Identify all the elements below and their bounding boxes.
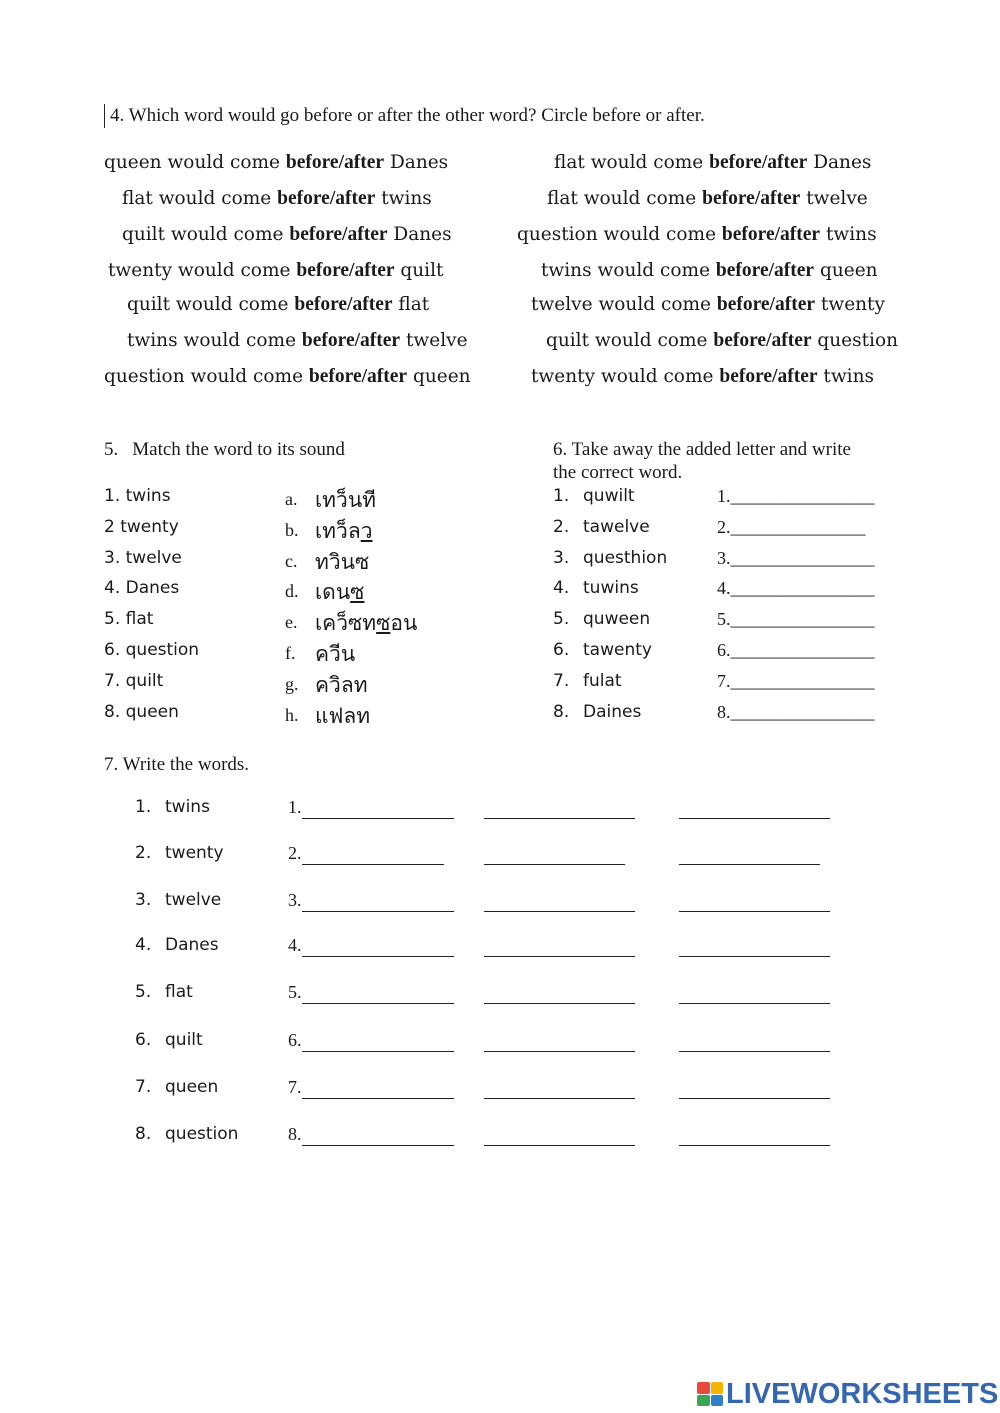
word-a: question <box>517 224 598 245</box>
item-number: 2. <box>135 843 152 863</box>
word-b: twelve <box>405 330 468 351</box>
writing-line[interactable] <box>302 864 444 865</box>
word-a: twelve <box>531 294 593 315</box>
answer-blank[interactable]: 6.________________ <box>717 640 875 660</box>
writing-line[interactable] <box>679 1098 830 1099</box>
word-b: question <box>817 330 899 351</box>
thai-sound-part: ควิลท <box>315 673 368 697</box>
misspelled-word: tawenty <box>583 640 652 660</box>
item-number: 7. <box>553 671 570 691</box>
logo-square <box>697 1382 710 1394</box>
thai-sound <box>315 515 372 548</box>
item-number: 4. <box>553 578 570 598</box>
misspelled-word: tuwins <box>583 578 639 598</box>
writing-line[interactable] <box>302 1145 454 1146</box>
writing-line[interactable] <box>679 1051 830 1052</box>
blank-label: 3. <box>288 890 302 910</box>
connector-text: would come <box>590 152 704 173</box>
writing-line[interactable] <box>302 1003 454 1004</box>
writing-line[interactable] <box>302 1051 454 1052</box>
match-letter: h. <box>285 705 299 725</box>
word-b: Danes <box>393 224 452 245</box>
word-b: twins <box>825 224 877 245</box>
answer-blank[interactable]: 2._______________ <box>717 517 866 537</box>
misspelled-word: Daines <box>583 702 642 722</box>
comparison-sentence <box>546 330 898 352</box>
word-b: queen <box>819 260 878 281</box>
connector-text: would come <box>175 294 289 315</box>
connector-text: would come <box>190 366 304 387</box>
match-word: 7. quilt <box>104 671 164 691</box>
section7-title: 7. Write the words. <box>104 754 250 775</box>
writing-line[interactable] <box>484 1145 635 1146</box>
thai-sound <box>315 484 376 517</box>
answer-blank[interactable]: 4.________________ <box>717 578 875 598</box>
thai-sound <box>315 700 370 733</box>
before-after-choice[interactable]: before/after <box>294 294 393 315</box>
logo-square <box>697 1395 710 1407</box>
word-a: twins <box>541 260 592 281</box>
practice-word: quilt <box>165 1030 203 1050</box>
writing-line[interactable] <box>302 818 454 819</box>
item-number: 1. <box>135 797 152 817</box>
misspelled-word: questhion <box>583 548 668 568</box>
blank-label: 1. <box>288 797 302 817</box>
word-b: Danes <box>389 152 449 173</box>
word-b: twins <box>381 188 432 209</box>
match-letter: e. <box>285 612 298 632</box>
word-b: Danes <box>813 152 872 173</box>
match-word: 1. twins <box>104 486 171 506</box>
writing-line[interactable] <box>484 956 635 957</box>
writing-line[interactable] <box>679 1003 830 1004</box>
connector-text: would come <box>583 188 697 209</box>
connector-text: would come <box>158 188 272 209</box>
word-a: quilt <box>546 330 590 351</box>
item-number: 6. <box>553 640 570 660</box>
liveworksheets-logo <box>697 1377 999 1410</box>
item-number: 5. <box>553 609 570 629</box>
misspelled-word: quween <box>583 609 651 629</box>
word-a: flat <box>554 152 585 173</box>
match-letter: f. <box>285 643 296 663</box>
answer-blank[interactable]: 1.________________ <box>717 486 875 506</box>
match-letter: a. <box>285 489 298 509</box>
before-after-choice[interactable]: before/after <box>289 224 388 245</box>
comparison-sentence <box>122 188 432 210</box>
before-after-choice[interactable]: before/after <box>709 152 808 173</box>
thai-sound-part: อน <box>390 611 418 635</box>
comparison-sentence <box>517 224 877 246</box>
word-b: queen <box>412 366 471 387</box>
match-letter: g. <box>285 674 299 694</box>
word-a: twins <box>127 330 178 351</box>
thai-sound <box>315 638 355 671</box>
thai-sound-underlined: ซ <box>376 611 391 635</box>
thai-sound <box>315 669 368 702</box>
connector-text: would come <box>177 260 291 281</box>
logo-icon <box>697 1382 723 1406</box>
connector-text: would come <box>170 224 284 245</box>
before-after-choice[interactable]: before/after <box>308 366 408 387</box>
comparison-sentence <box>127 294 429 316</box>
item-number: 6. <box>135 1030 152 1050</box>
logo-square <box>711 1395 724 1407</box>
answer-blank[interactable]: 5.________________ <box>717 609 875 629</box>
item-number: 3. <box>135 890 152 910</box>
match-letter: b. <box>285 520 299 540</box>
blank-label: 6. <box>288 1030 302 1050</box>
blank-label: 7. <box>288 1077 302 1097</box>
before-after-choice[interactable]: before/after <box>716 294 816 315</box>
practice-word: twenty <box>165 843 224 863</box>
blank-label: 4. <box>288 935 302 955</box>
before-after-choice[interactable]: before/after <box>713 330 812 351</box>
writing-line[interactable] <box>302 1098 454 1099</box>
connector-text: would come <box>597 260 711 281</box>
practice-word: Danes <box>165 935 219 955</box>
writing-line[interactable] <box>679 956 830 957</box>
writing-line[interactable] <box>679 818 830 819</box>
writing-line[interactable] <box>679 1145 830 1146</box>
thai-sound <box>315 607 417 640</box>
section4-title: 4. Which word would go before or after the other word? Circle before or after. <box>110 105 705 126</box>
word-a: question <box>104 366 185 387</box>
answer-blank[interactable]: 8.________________ <box>717 702 875 722</box>
answer-blank[interactable]: 3.________________ <box>717 548 875 568</box>
before-after-choice[interactable]: before/after <box>285 152 385 173</box>
comparison-sentence <box>108 260 443 282</box>
practice-word: question <box>165 1124 239 1144</box>
connector-text: would come <box>594 330 708 351</box>
word-b: flat <box>398 294 430 315</box>
practice-word: twins <box>165 797 210 817</box>
before-after-choice[interactable]: before/after <box>719 366 818 387</box>
item-number: 5. <box>135 982 152 1002</box>
misspelled-word: fulat <box>583 671 622 691</box>
connector-text: would come <box>598 294 711 315</box>
practice-word: flat <box>165 982 193 1002</box>
thai-sound-part: เดน <box>315 580 351 604</box>
writing-line[interactable] <box>679 864 820 865</box>
misspelled-word: quwilt <box>583 486 635 506</box>
writing-line[interactable] <box>484 1003 635 1004</box>
thai-sound-underlined: ซ <box>350 580 365 604</box>
writing-line[interactable] <box>302 911 454 912</box>
word-a: flat <box>122 188 153 209</box>
writing-line[interactable] <box>484 911 635 912</box>
word-b: quilt <box>400 260 444 281</box>
word-a: twenty <box>531 366 596 387</box>
comparison-sentence <box>547 188 868 210</box>
match-word: 8. queen <box>104 702 179 722</box>
writing-line[interactable] <box>484 1098 635 1099</box>
thai-sound-part: เทว็ล <box>315 519 361 543</box>
comparison-sentence <box>531 294 885 316</box>
logo-square <box>711 1382 724 1394</box>
before-after-choice[interactable]: before/after <box>301 330 401 351</box>
connector-text: would come <box>600 366 714 387</box>
answer-blank[interactable]: 7.________________ <box>717 671 875 691</box>
match-word: 2 twenty <box>104 517 179 537</box>
match-word: 4. Danes <box>104 578 180 598</box>
thai-sound-part: เทว็นที <box>315 488 377 512</box>
section5-title: 5. Match the word to its sound <box>104 439 345 460</box>
before-after-choice[interactable]: before/after <box>702 188 801 209</box>
thai-sound-part: เคว็ซท <box>315 611 377 635</box>
word-a: flat <box>547 188 578 209</box>
comparison-sentence <box>122 224 452 246</box>
section6-title-line2: the correct word. <box>553 462 683 483</box>
thai-sound-part: ควีน <box>315 642 356 666</box>
blank-label: 2. <box>288 843 302 863</box>
item-number: 8. <box>553 702 570 722</box>
match-word: 5. flat <box>104 609 154 629</box>
practice-word: twelve <box>165 890 222 910</box>
word-b: twenty <box>820 294 885 315</box>
connector-text: would come <box>183 330 297 351</box>
section6-title-line1: 6. Take away the added letter and write <box>553 439 851 460</box>
before-after-choice[interactable]: before/after <box>721 224 821 245</box>
comparison-sentence <box>554 152 871 174</box>
thai-sound <box>315 576 364 609</box>
item-number: 8. <box>135 1124 152 1144</box>
writing-line[interactable] <box>484 818 635 819</box>
word-a: twenty <box>108 260 173 281</box>
item-number: 7. <box>135 1077 152 1097</box>
connector-text: would come <box>603 224 717 245</box>
writing-line[interactable] <box>484 1051 635 1052</box>
comparison-sentence <box>104 366 471 388</box>
comparison-sentence <box>531 366 874 388</box>
connector-text: would come <box>167 152 280 173</box>
item-number: 2. <box>553 517 570 537</box>
misspelled-word: tawelve <box>583 517 650 537</box>
item-number: 3. <box>553 548 570 568</box>
word-b: twins <box>823 366 875 387</box>
text-cursor <box>104 104 105 128</box>
comparison-sentence <box>541 260 878 282</box>
writing-line[interactable] <box>484 864 625 865</box>
item-number: 4. <box>135 935 152 955</box>
item-number: 1. <box>553 486 570 506</box>
writing-line[interactable] <box>679 911 830 912</box>
thai-sound-underlined: ว <box>360 519 373 543</box>
comparison-sentence <box>104 152 448 174</box>
writing-line[interactable] <box>302 956 454 957</box>
word-a: quilt <box>127 294 171 315</box>
match-letter: d. <box>285 581 299 601</box>
match-word: 3. twelve <box>104 548 182 568</box>
before-after-choice[interactable]: before/after <box>296 260 395 281</box>
thai-sound <box>315 546 369 579</box>
word-a: queen <box>104 152 162 173</box>
thai-sound-part: แฟลท <box>315 704 371 728</box>
comparison-sentence <box>127 330 468 352</box>
blank-label: 8. <box>288 1124 302 1144</box>
logo-text: LIVEWORKSHEETS <box>726 1377 999 1410</box>
match-letter: c. <box>285 551 298 571</box>
practice-word: queen <box>165 1077 219 1097</box>
word-a: quilt <box>122 224 166 245</box>
blank-label: 5. <box>288 982 302 1002</box>
thai-sound-part: ทวินซ <box>315 550 370 574</box>
match-word: 6. question <box>104 640 200 660</box>
word-b: twelve <box>806 188 868 209</box>
before-after-choice[interactable]: before/after <box>277 188 376 209</box>
before-after-choice[interactable]: before/after <box>715 260 815 281</box>
